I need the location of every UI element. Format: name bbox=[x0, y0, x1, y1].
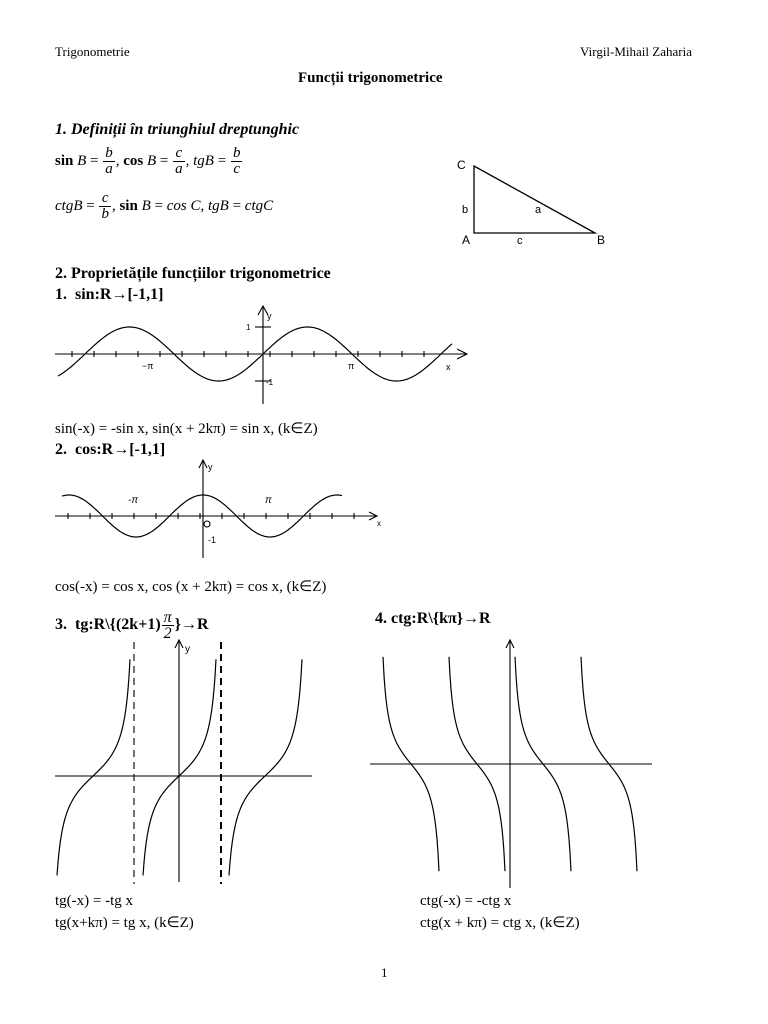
side-c-label: c bbox=[517, 235, 523, 247]
tg-formula-1: tg(-x) = -tg x bbox=[55, 893, 134, 909]
cos-tick-mpi: -π bbox=[128, 495, 139, 506]
definitions-line1: sin B = $\frac{b}{a}$ , cos B = $\frac{c}{a}$ , tgB = $\frac{b}{c}$ bbox=[55, 145, 241, 177]
side-b-label: b bbox=[462, 204, 469, 216]
page-number: 1 bbox=[381, 965, 388, 980]
tg-y-label: y bbox=[185, 644, 190, 655]
fraction-b-over-c: $\frac{b}{c}$ bbox=[232, 145, 241, 177]
header-right: Virgil-Mihail Zaharia bbox=[580, 44, 692, 59]
equals-sign: = bbox=[154, 197, 163, 214]
vertex-c-label: C bbox=[457, 158, 466, 172]
cos-x-label: x bbox=[377, 519, 381, 528]
cos-c: cos C bbox=[166, 197, 201, 214]
cos-tick-pi: π bbox=[265, 495, 272, 506]
fraction-b-over-a: $\frac{b}{a}$ bbox=[105, 145, 113, 177]
sin-label: 1. sin:R→[-1,1] bbox=[55, 286, 164, 303]
tg-word: tgB bbox=[207, 197, 229, 214]
angle-b: B bbox=[141, 197, 151, 214]
cos-word: cos bbox=[123, 152, 144, 169]
sin-tick-1: 1 bbox=[246, 323, 251, 332]
angle-b: B bbox=[147, 152, 157, 169]
tg-formula-2: tg(x+kπ) = tg x, (k∈Z) bbox=[55, 915, 194, 931]
section2-heading: 2. Proprietățile funcțiilor trigonometrice bbox=[55, 265, 331, 282]
angle-b: B bbox=[77, 152, 87, 169]
equals-sign: = bbox=[86, 197, 95, 214]
sin-word: sin bbox=[55, 152, 74, 169]
cos-y-label: y bbox=[208, 462, 213, 472]
vertex-b-label: B bbox=[597, 233, 606, 247]
vertex-a-label: A bbox=[462, 233, 471, 247]
definitions-line2: ctgB = $\frac{c}{b}$ , sin B = cos C, tgB = ctgC bbox=[55, 190, 274, 222]
ctg-formula-2: ctg(x + kπ) = ctg x, (k∈Z) bbox=[420, 915, 580, 931]
sin-tick-m1: -1 bbox=[266, 378, 274, 387]
equals-sign: = bbox=[159, 152, 169, 169]
tg-word: tgB bbox=[193, 152, 214, 169]
cos-tick-m1: -1 bbox=[208, 535, 217, 545]
sin-word: sin bbox=[119, 197, 138, 214]
fraction-c-over-b: $\frac{c}{b}$ bbox=[101, 190, 109, 222]
section1-heading: 1. Definiții în triunghiul dreptunghic bbox=[55, 121, 300, 138]
cos-formula: cos(-x) = cos x, cos (x + 2kπ) = cos x, (k∈Z) bbox=[55, 579, 327, 595]
cos-label: 2. cos:R→[-1,1] bbox=[55, 441, 166, 458]
ctg-formula-1: ctg(-x) = -ctg x bbox=[420, 893, 512, 909]
ctg-c: ctgC bbox=[244, 197, 274, 214]
ctg-label: 4. ctg:R\{kπ}→R bbox=[375, 610, 491, 627]
sin-x-label: x bbox=[446, 362, 451, 372]
equals-sign: = bbox=[217, 152, 227, 169]
sin-y-label: y bbox=[267, 311, 272, 321]
equals-sign: = bbox=[232, 197, 242, 214]
pi-over-2: $\frac{\pi}{2}$ bbox=[163, 609, 172, 642]
sin-formula: sin(-x) = -sin x, sin(x + 2kπ) = sin x, (k∈Z) bbox=[55, 421, 318, 437]
equals-sign: = bbox=[90, 152, 99, 169]
side-a-label: a bbox=[535, 204, 542, 216]
ctg-word: ctgB bbox=[55, 197, 83, 214]
sin-tick-mpi: −π bbox=[142, 361, 154, 371]
header-left: Trigonometrie bbox=[55, 44, 130, 59]
page-title: Funcții trigonometrice bbox=[298, 70, 443, 86]
fraction-c-over-a: $\frac{c}{a}$ bbox=[175, 145, 183, 177]
sin-tick-pi: π bbox=[348, 361, 355, 371]
tg-label: 3. tg:R\{(2k+1) $\frac{\pi}{2}$ }→R bbox=[55, 609, 209, 642]
